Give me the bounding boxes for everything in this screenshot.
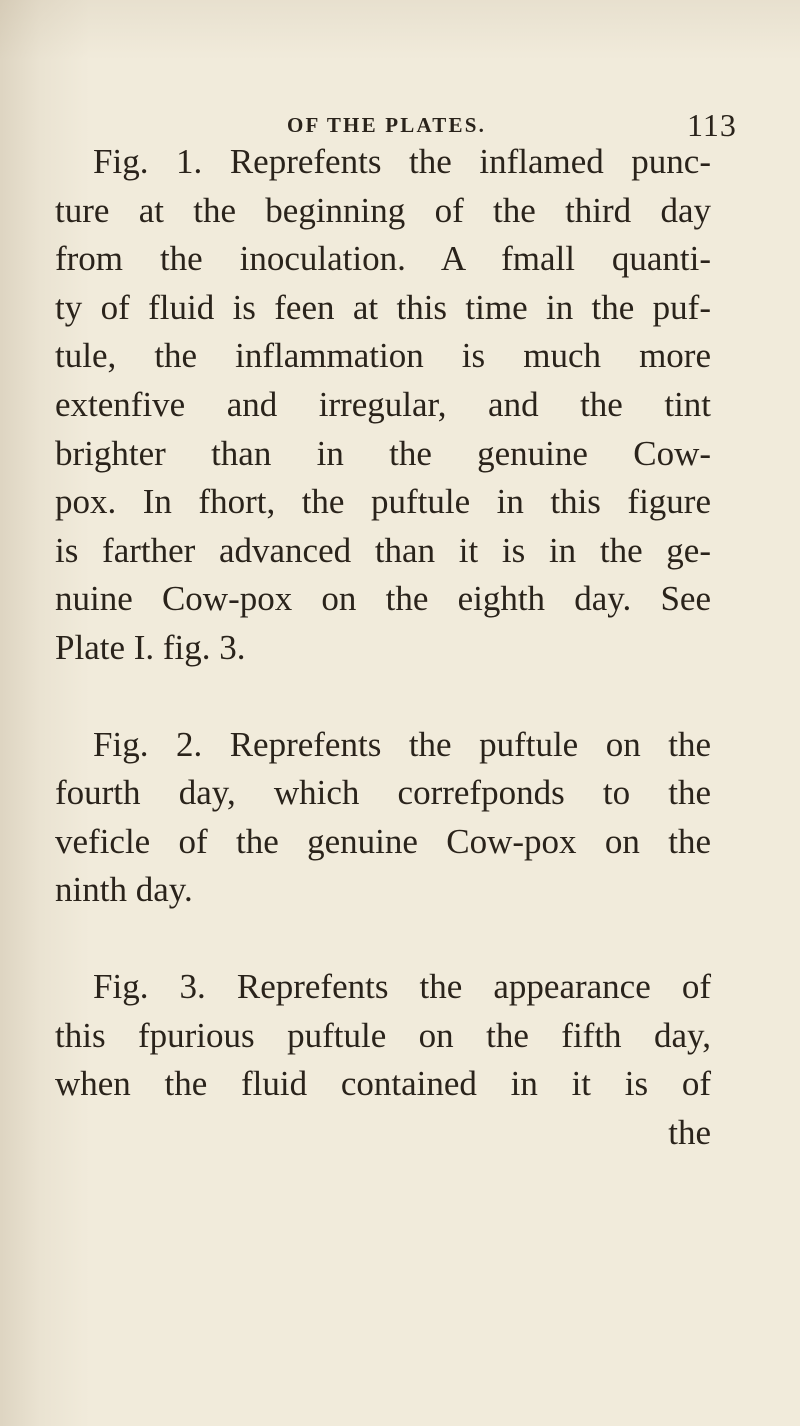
- paragraph-gap: [55, 915, 711, 963]
- text-line: from the inoculation. A fmall quanti-: [55, 239, 711, 279]
- text-line: fourth day, which correfponds to the: [55, 773, 711, 813]
- text-line: Fig. 3. Reprefents the appearance of: [93, 966, 711, 1006]
- text-line: ty of fluid is feen at this time in the puf-: [55, 287, 711, 327]
- text-line: pox. In fhort, the puftule in this figure: [55, 482, 711, 522]
- text-line: this fpurious puftule on the fifth day,: [55, 1015, 711, 1055]
- page-number: 113: [687, 107, 737, 143]
- text-line: when the fluid contained in it is of: [55, 1064, 711, 1104]
- text-line: brighter than in the genuine Cow-: [55, 433, 711, 473]
- text-line: ture at the beginning of the third day: [55, 190, 711, 230]
- text-line: extenfive and irregular, and the tint: [55, 384, 711, 424]
- catchword: the: [668, 1112, 711, 1152]
- text-line: Fig. 2. Reprefents the puftule on the: [93, 724, 711, 764]
- paragraph-fig-3: [55, 963, 711, 1157]
- text-line: Fig. 1. Reprefents the inflamed punc-: [93, 142, 711, 181]
- paragraph-gap: [55, 673, 711, 721]
- running-head: OF THE PLATES.: [287, 113, 487, 137]
- text-line: nuine Cow-pox on the eighth day. See: [55, 579, 711, 619]
- paragraph-fig-1: [55, 138, 711, 673]
- text-line: ninth day.: [55, 870, 193, 910]
- text-line: Plate I. fig. 3.: [55, 627, 246, 667]
- text-line: is farther advanced than it is in the ge-: [55, 530, 711, 570]
- text-line: tule, the inflammation is much more: [55, 336, 711, 376]
- text-line: veficle of the genuine Cow-pox on the: [55, 821, 711, 861]
- body-text: [55, 138, 711, 1157]
- paragraph-fig-2: [55, 721, 711, 915]
